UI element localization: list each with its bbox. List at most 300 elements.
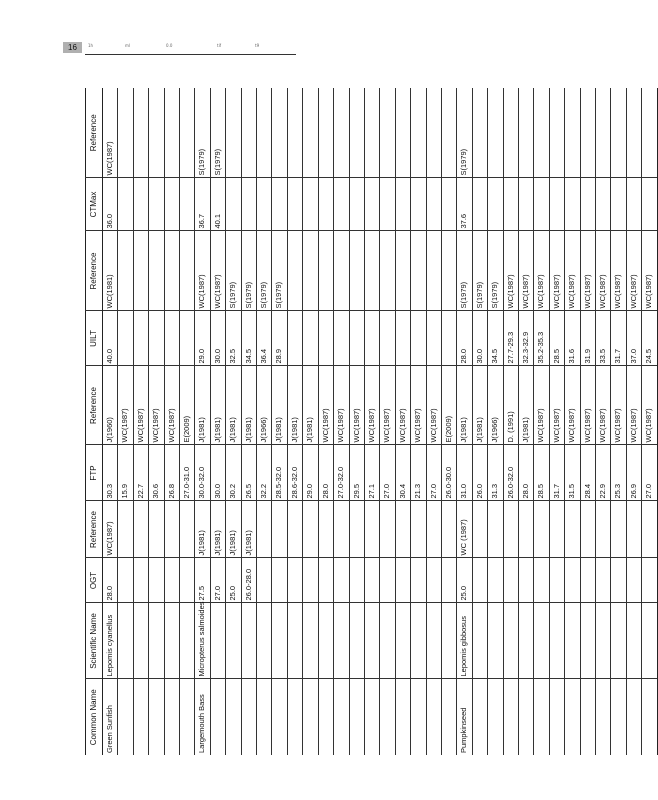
table-cell: 28.0 bbox=[518, 445, 533, 501]
table-cell bbox=[149, 679, 164, 755]
table-cell bbox=[133, 88, 148, 178]
table-cell bbox=[364, 311, 379, 366]
table-cell bbox=[287, 558, 302, 603]
table-cell: S(1979) bbox=[272, 231, 287, 311]
table-cell bbox=[349, 178, 364, 231]
table-cell bbox=[580, 603, 595, 679]
table-cell: 28.9 bbox=[272, 311, 287, 366]
table-row bbox=[395, 88, 410, 755]
table-cell: 31.5 bbox=[565, 445, 580, 501]
table-cell bbox=[303, 558, 318, 603]
table-cell: 32.2 bbox=[257, 445, 272, 501]
table-cell bbox=[180, 501, 195, 558]
table-row bbox=[303, 88, 318, 755]
table-cell bbox=[287, 178, 302, 231]
table-cell bbox=[596, 501, 611, 558]
table-cell: 30.0-32.0 bbox=[195, 445, 210, 501]
table-cell bbox=[334, 231, 349, 311]
table-cell: S(1979) bbox=[457, 88, 472, 178]
table-row bbox=[611, 88, 626, 755]
table-cell: J(1981) bbox=[195, 366, 210, 445]
table-cell: WC(1987) bbox=[626, 231, 641, 311]
table-cell: WC(1987) bbox=[210, 231, 225, 311]
table-row bbox=[164, 88, 179, 755]
table-cell: 27.7-29.3 bbox=[503, 311, 518, 366]
column-header: Reference bbox=[86, 231, 103, 311]
table-cell bbox=[472, 679, 487, 755]
table-cell bbox=[549, 558, 564, 603]
table-cell bbox=[518, 603, 533, 679]
table-cell bbox=[534, 501, 549, 558]
table-cell bbox=[596, 603, 611, 679]
table-cell: 29.0 bbox=[303, 445, 318, 501]
table-cell: 34.5 bbox=[241, 311, 256, 366]
table-cell bbox=[380, 558, 395, 603]
table-cell bbox=[518, 558, 533, 603]
table-cell bbox=[626, 178, 641, 231]
table-cell bbox=[272, 603, 287, 679]
table-cell bbox=[596, 679, 611, 755]
table-cell bbox=[226, 178, 241, 231]
table-row bbox=[580, 88, 595, 755]
table-cell bbox=[318, 311, 333, 366]
table-cell: WC(1987) bbox=[549, 231, 564, 311]
table-cell bbox=[580, 501, 595, 558]
table-cell: WC(1987) bbox=[334, 366, 349, 445]
table-cell bbox=[441, 88, 456, 178]
table-cell bbox=[364, 558, 379, 603]
table-cell bbox=[503, 679, 518, 755]
table-cell bbox=[411, 679, 426, 755]
table-row bbox=[133, 88, 148, 755]
table-cell: 37.6 bbox=[457, 178, 472, 231]
table-cell: WC(1987) bbox=[534, 366, 549, 445]
table-row bbox=[565, 88, 580, 755]
table-cell: 30.3 bbox=[103, 445, 118, 501]
table-cell: E(2009) bbox=[180, 366, 195, 445]
table-cell: 32.5 bbox=[226, 311, 241, 366]
table-cell bbox=[611, 558, 626, 603]
table-cell bbox=[611, 178, 626, 231]
table-cell bbox=[349, 501, 364, 558]
table-cell bbox=[488, 558, 503, 603]
table-cell bbox=[411, 178, 426, 231]
table-cell bbox=[426, 558, 441, 603]
table-cell: 34.5 bbox=[488, 311, 503, 366]
table-cell bbox=[164, 88, 179, 178]
table-cell: 29.0 bbox=[195, 311, 210, 366]
table-row bbox=[549, 88, 564, 755]
table-cell: WC(1987) bbox=[596, 366, 611, 445]
table-cell: WC(1987) bbox=[611, 231, 626, 311]
table-cell bbox=[549, 501, 564, 558]
table-cell: WC(1987) bbox=[580, 366, 595, 445]
table-cell bbox=[164, 558, 179, 603]
table-row bbox=[241, 88, 256, 755]
table-cell bbox=[318, 231, 333, 311]
table-cell: WC(1987) bbox=[596, 231, 611, 311]
table-cell bbox=[441, 501, 456, 558]
table-cell: 36.0 bbox=[103, 178, 118, 231]
table-cell bbox=[257, 603, 272, 679]
table-cell bbox=[441, 311, 456, 366]
table-cell bbox=[549, 88, 564, 178]
table-cell bbox=[503, 178, 518, 231]
table-row bbox=[472, 88, 487, 755]
table-cell bbox=[534, 178, 549, 231]
table-cell bbox=[318, 501, 333, 558]
table-cell bbox=[503, 88, 518, 178]
table-cell bbox=[426, 88, 441, 178]
table-cell: S(1979) bbox=[210, 88, 225, 178]
table-cell bbox=[472, 178, 487, 231]
table-cell bbox=[426, 231, 441, 311]
table-cell bbox=[642, 603, 657, 679]
table-cell bbox=[272, 88, 287, 178]
table-cell: S(1979) bbox=[457, 231, 472, 311]
table-cell: J(1981) bbox=[472, 366, 487, 445]
column-header: Common Name bbox=[86, 679, 103, 755]
table-cell bbox=[272, 178, 287, 231]
table-cell: S(1979) bbox=[241, 231, 256, 311]
table-cell bbox=[318, 679, 333, 755]
table-cell bbox=[149, 603, 164, 679]
table-cell: WC(1987) bbox=[565, 366, 580, 445]
table-cell: 31.0 bbox=[457, 445, 472, 501]
table-row bbox=[488, 88, 503, 755]
table-cell: J(1960) bbox=[103, 366, 118, 445]
table-cell bbox=[257, 88, 272, 178]
table-cell bbox=[411, 558, 426, 603]
table-cell: 27.5 bbox=[195, 558, 210, 603]
table-cell: 26.0-28.0 bbox=[241, 558, 256, 603]
table-row bbox=[103, 88, 118, 755]
table-cell bbox=[364, 178, 379, 231]
page-header bbox=[63, 41, 296, 55]
table-cell: 22.9 bbox=[596, 445, 611, 501]
table-cell: 28.4 bbox=[580, 445, 595, 501]
header-word: ml bbox=[125, 43, 131, 48]
table-cell bbox=[149, 231, 164, 311]
table-cell bbox=[133, 178, 148, 231]
table-cell bbox=[257, 178, 272, 231]
table-cell bbox=[488, 501, 503, 558]
table-cell bbox=[395, 311, 410, 366]
table-cell: 33.5 bbox=[596, 311, 611, 366]
column-header: Reference bbox=[86, 88, 103, 178]
table-cell: WC (1987) bbox=[457, 501, 472, 558]
table-cell bbox=[580, 88, 595, 178]
header-word: 1h bbox=[88, 43, 94, 48]
table-cell: WC(1987) bbox=[580, 231, 595, 311]
table-cell bbox=[380, 178, 395, 231]
table-cell bbox=[226, 88, 241, 178]
table-cell: WC(1987) bbox=[426, 366, 441, 445]
table-cell bbox=[164, 231, 179, 311]
table-cell bbox=[257, 558, 272, 603]
table-cell: 31.3 bbox=[488, 445, 503, 501]
table-cell: 28.5 bbox=[549, 311, 564, 366]
header-word: tif bbox=[217, 43, 222, 48]
table-cell bbox=[611, 88, 626, 178]
table-cell bbox=[287, 231, 302, 311]
table-cell bbox=[287, 88, 302, 178]
table-cell bbox=[133, 558, 148, 603]
table-cell bbox=[303, 603, 318, 679]
table-cell bbox=[426, 603, 441, 679]
table-row bbox=[318, 88, 333, 755]
table-cell bbox=[226, 679, 241, 755]
table-cell bbox=[133, 311, 148, 366]
table-cell: 40.1 bbox=[210, 178, 225, 231]
header-word: t9 bbox=[255, 43, 260, 48]
table-cell bbox=[364, 88, 379, 178]
table-cell bbox=[380, 501, 395, 558]
table-cell: J(1981) bbox=[226, 366, 241, 445]
column-header: Reference bbox=[86, 501, 103, 558]
table-cell: 30.4 bbox=[395, 445, 410, 501]
table-cell bbox=[441, 603, 456, 679]
table-cell: J(1981) bbox=[195, 501, 210, 558]
table-cell bbox=[626, 558, 641, 603]
table-cell bbox=[518, 178, 533, 231]
table-cell bbox=[303, 679, 318, 755]
table-cell bbox=[441, 178, 456, 231]
table-cell bbox=[118, 231, 133, 311]
table-cell: WC(1987) bbox=[503, 231, 518, 311]
thermal-tolerance-table bbox=[85, 88, 658, 755]
table-cell: J(1981) bbox=[241, 366, 256, 445]
table-cell: 40.0 bbox=[103, 311, 118, 366]
table-cell bbox=[534, 603, 549, 679]
table-cell: J(1981) bbox=[210, 501, 225, 558]
table-cell bbox=[395, 603, 410, 679]
table-row bbox=[272, 88, 287, 755]
table-row bbox=[457, 88, 472, 755]
table-cell: WC(1987) bbox=[534, 231, 549, 311]
table-cell bbox=[611, 501, 626, 558]
table-cell: J(1966) bbox=[257, 366, 272, 445]
table-cell: 28.5 bbox=[534, 445, 549, 501]
table-cell bbox=[118, 603, 133, 679]
table-cell bbox=[303, 501, 318, 558]
table-row bbox=[503, 88, 518, 755]
table-cell bbox=[118, 558, 133, 603]
table-row bbox=[334, 88, 349, 755]
table-cell bbox=[226, 603, 241, 679]
table-cell bbox=[149, 178, 164, 231]
table-cell bbox=[549, 679, 564, 755]
table-cell: 26.0-30.0 bbox=[441, 445, 456, 501]
table-cell bbox=[180, 178, 195, 231]
table-cell: Pumpkinseed bbox=[457, 679, 472, 755]
table-cell: WC(1987) bbox=[149, 366, 164, 445]
table-cell bbox=[318, 178, 333, 231]
table-cell: 30.2 bbox=[226, 445, 241, 501]
table-row bbox=[364, 88, 379, 755]
table-row bbox=[210, 88, 225, 755]
table-cell bbox=[580, 558, 595, 603]
table-cell: WC(1987) bbox=[349, 366, 364, 445]
table-row bbox=[195, 88, 210, 755]
table-cell bbox=[334, 501, 349, 558]
table-cell bbox=[287, 501, 302, 558]
table-row bbox=[149, 88, 164, 755]
table-cell bbox=[118, 311, 133, 366]
table-cell bbox=[118, 679, 133, 755]
table-cell bbox=[426, 501, 441, 558]
table-cell bbox=[380, 603, 395, 679]
table-cell bbox=[611, 603, 626, 679]
table-cell bbox=[626, 501, 641, 558]
table-row bbox=[441, 88, 456, 755]
table-cell bbox=[549, 178, 564, 231]
table-cell bbox=[565, 88, 580, 178]
table-cell bbox=[303, 88, 318, 178]
table-cell: 35.2-35.3 bbox=[534, 311, 549, 366]
table-cell: Largemouth Bass bbox=[195, 679, 210, 755]
table-cell bbox=[241, 603, 256, 679]
table-cell bbox=[503, 603, 518, 679]
table-cell bbox=[503, 558, 518, 603]
table-cell bbox=[334, 178, 349, 231]
table-cell: 37.0 bbox=[626, 311, 641, 366]
table-cell bbox=[488, 679, 503, 755]
table-cell bbox=[133, 231, 148, 311]
table-cell: 27.0 bbox=[642, 445, 657, 501]
table-cell bbox=[441, 558, 456, 603]
table-cell bbox=[565, 501, 580, 558]
table-cell: 36.7 bbox=[195, 178, 210, 231]
table-cell: 27.0 bbox=[210, 558, 225, 603]
table-cell bbox=[488, 88, 503, 178]
table-cell bbox=[303, 231, 318, 311]
table-cell bbox=[164, 311, 179, 366]
table-cell: D. (1991) bbox=[503, 366, 518, 445]
table-cell bbox=[349, 311, 364, 366]
table-cell bbox=[118, 88, 133, 178]
table-cell bbox=[272, 501, 287, 558]
table-cell: J(1981) bbox=[518, 366, 533, 445]
column-header: OGT bbox=[86, 558, 103, 603]
table-cell bbox=[149, 88, 164, 178]
header-word: 0.0 bbox=[166, 43, 173, 48]
table-cell bbox=[180, 88, 195, 178]
table-cell: 28.0 bbox=[318, 445, 333, 501]
table-cell: WC(1987) bbox=[395, 366, 410, 445]
table-cell bbox=[565, 679, 580, 755]
table-cell bbox=[210, 603, 225, 679]
table-cell bbox=[565, 603, 580, 679]
table-cell bbox=[395, 558, 410, 603]
table-cell: J(1981) bbox=[303, 366, 318, 445]
table-cell: 28.0 bbox=[457, 311, 472, 366]
table-cell: 30.0 bbox=[472, 311, 487, 366]
table-cell bbox=[349, 603, 364, 679]
table-cell bbox=[642, 178, 657, 231]
column-header: CTMax bbox=[86, 178, 103, 231]
table-cell bbox=[472, 603, 487, 679]
table-cell bbox=[318, 558, 333, 603]
table-cell: 29.5 bbox=[349, 445, 364, 501]
table-cell bbox=[534, 679, 549, 755]
table-cell bbox=[611, 679, 626, 755]
table-cell bbox=[411, 311, 426, 366]
table-cell: WC(1987) bbox=[380, 366, 395, 445]
table-cell bbox=[580, 178, 595, 231]
table-cell: Green Sunfish bbox=[103, 679, 118, 755]
table-cell: WC(1981) bbox=[103, 231, 118, 311]
table-cell bbox=[334, 88, 349, 178]
table-row bbox=[411, 88, 426, 755]
table-cell bbox=[426, 679, 441, 755]
table-header-row bbox=[86, 88, 103, 755]
table-cell bbox=[395, 501, 410, 558]
table-cell bbox=[534, 558, 549, 603]
table-cell: WC(1987) bbox=[518, 231, 533, 311]
table-cell bbox=[364, 501, 379, 558]
table-cell bbox=[380, 679, 395, 755]
table-cell: J(1981) bbox=[241, 501, 256, 558]
table-cell: 31.7 bbox=[549, 445, 564, 501]
table-cell bbox=[118, 501, 133, 558]
table-row bbox=[226, 88, 241, 755]
table-cell: S(1979) bbox=[257, 231, 272, 311]
table-cell bbox=[411, 231, 426, 311]
table-cell bbox=[380, 88, 395, 178]
table-cell: Lepomis cyanellus bbox=[103, 603, 118, 679]
column-header: FTP bbox=[86, 445, 103, 501]
table-cell: WC(1987) bbox=[626, 366, 641, 445]
table-cell bbox=[411, 603, 426, 679]
table-cell bbox=[364, 231, 379, 311]
table-cell bbox=[395, 231, 410, 311]
column-header: Scientific Name bbox=[86, 603, 103, 679]
table-cell: WC(1987) bbox=[611, 366, 626, 445]
table-cell: WC(1987) bbox=[103, 88, 118, 178]
table-cell bbox=[164, 501, 179, 558]
table-cell: WC(1987) bbox=[164, 366, 179, 445]
table-cell: 27.0 bbox=[426, 445, 441, 501]
table-cell: 28.5-32.0 bbox=[272, 445, 287, 501]
table-cell bbox=[272, 679, 287, 755]
table-cell bbox=[626, 679, 641, 755]
table-cell: 27.1 bbox=[364, 445, 379, 501]
table-cell bbox=[164, 603, 179, 679]
table-cell bbox=[303, 178, 318, 231]
rotated-table-container bbox=[85, 88, 654, 755]
table-cell: WC(1987) bbox=[411, 366, 426, 445]
table-cell bbox=[503, 501, 518, 558]
table-cell bbox=[149, 311, 164, 366]
table-cell: 22.7 bbox=[133, 445, 148, 501]
table-cell bbox=[380, 311, 395, 366]
table-cell: J(1981) bbox=[272, 366, 287, 445]
table-cell bbox=[441, 231, 456, 311]
table-row bbox=[642, 88, 657, 755]
table-cell: WC(1987) bbox=[642, 231, 657, 311]
table-cell bbox=[411, 88, 426, 178]
table-cell bbox=[380, 231, 395, 311]
table-cell bbox=[580, 679, 595, 755]
table-cell: WC(1987) bbox=[549, 366, 564, 445]
table-cell bbox=[149, 501, 164, 558]
table-cell bbox=[364, 679, 379, 755]
table-cell bbox=[287, 679, 302, 755]
table-cell: 30.6 bbox=[149, 445, 164, 501]
table-cell: WC(1987) bbox=[364, 366, 379, 445]
table-cell: 30.0 bbox=[210, 445, 225, 501]
